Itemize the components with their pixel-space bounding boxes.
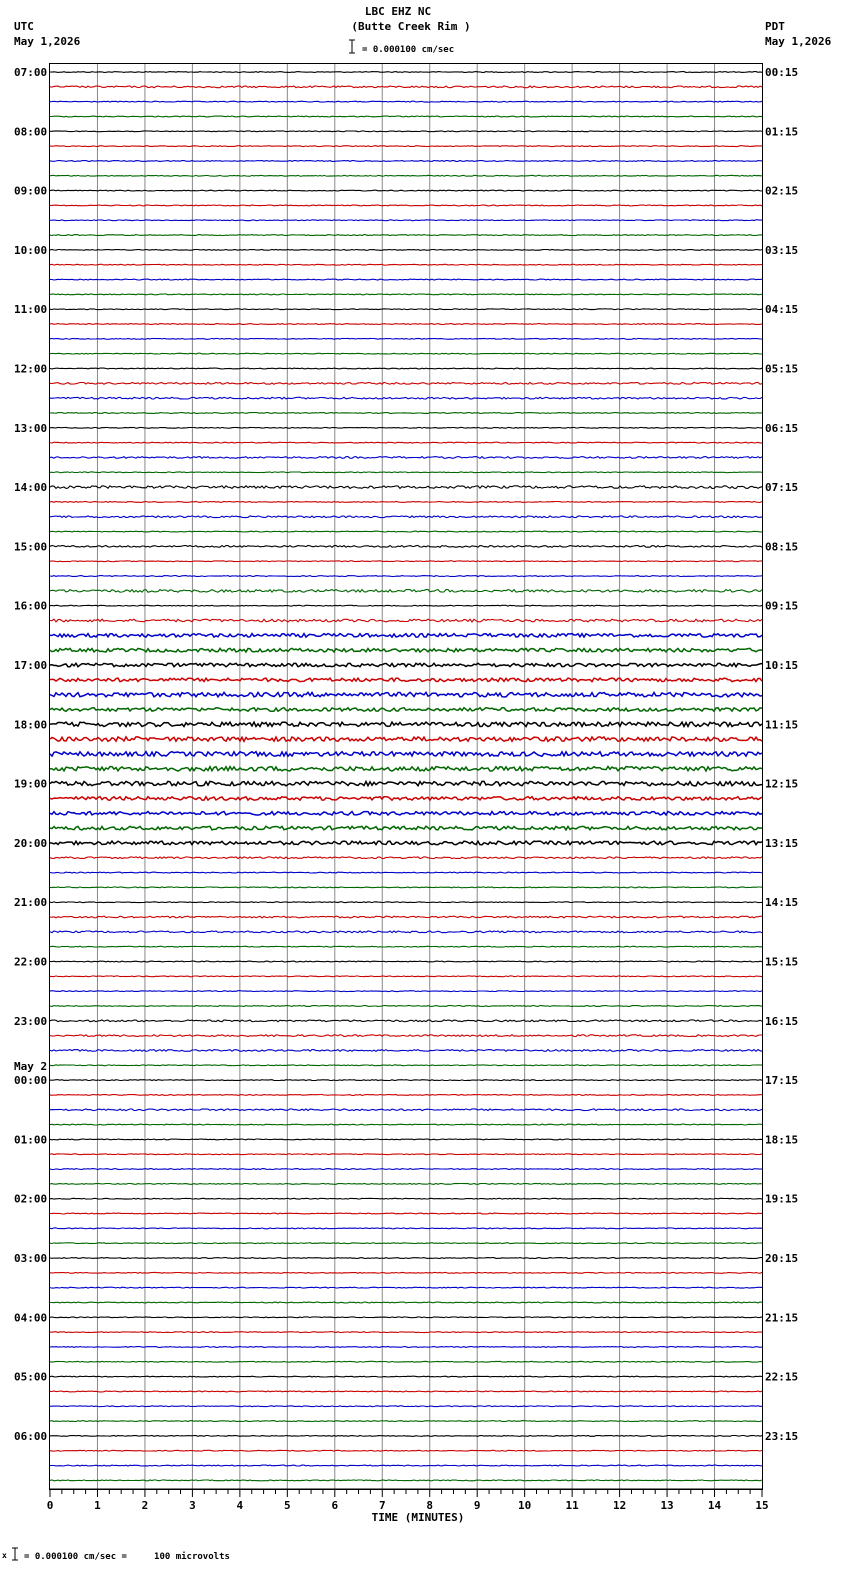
- right-timezone: PDT: [765, 20, 785, 33]
- utc-hour-label: 19:00: [14, 777, 48, 791]
- trace-95: [50, 1480, 762, 1481]
- pdt-hour-label: 23:15: [765, 1429, 799, 1443]
- trace-77: [50, 1213, 762, 1214]
- trace-66: [50, 1050, 762, 1052]
- trace-33: [50, 561, 762, 562]
- trace-93: [50, 1450, 762, 1451]
- utc-hour-label: 22:00: [14, 955, 48, 969]
- trace-47: [50, 767, 762, 772]
- x-tick-label: 5: [284, 1499, 291, 1512]
- trace-90: [50, 1406, 762, 1407]
- pdt-hour-label: 15:15: [765, 955, 799, 969]
- trace-34: [50, 576, 762, 577]
- trace-51: [50, 826, 762, 830]
- pdt-hour-label: 12:15: [765, 777, 799, 791]
- trace-16: [50, 309, 762, 310]
- trace-36: [50, 605, 762, 606]
- trace-58: [50, 931, 762, 933]
- trace-49: [50, 797, 762, 801]
- trace-45: [50, 737, 762, 741]
- pdt-hour-label: 04:15: [765, 303, 799, 317]
- trace-31: [50, 531, 762, 532]
- pdt-hour-label: 07:15: [765, 481, 799, 495]
- pdt-hour-label: 08:15: [765, 540, 799, 554]
- trace-3: [50, 116, 762, 117]
- trace-88: [50, 1376, 762, 1377]
- trace-74: [50, 1169, 762, 1170]
- trace-18: [50, 338, 762, 339]
- trace-48: [50, 781, 762, 785]
- trace-39: [50, 648, 762, 652]
- trace-7: [50, 175, 762, 176]
- trace-2: [50, 101, 762, 102]
- trace-30: [50, 516, 762, 518]
- x-tick-label: 12: [612, 1499, 627, 1512]
- date-change-label: May 2: [14, 1060, 48, 1074]
- x-tick-label: 11: [565, 1499, 579, 1512]
- pdt-hour-label: 11:15: [765, 718, 799, 732]
- pdt-hour-label: 09:15: [765, 599, 799, 613]
- footer-scale-text: = 0.000100 cm/sec = 100 microvolts: [24, 1552, 230, 1562]
- trace-82: [50, 1287, 762, 1288]
- trace-19: [50, 353, 762, 354]
- trace-53: [50, 857, 762, 859]
- plot-frame: [50, 64, 763, 1490]
- utc-hour-label: 13:00: [14, 421, 48, 435]
- footer-scale-bar-icon: [12, 1548, 18, 1560]
- trace-65: [50, 1035, 762, 1037]
- utc-hour-label: 08:00: [14, 125, 48, 139]
- trace-61: [50, 976, 762, 977]
- pdt-hour-label: 21:15: [765, 1311, 799, 1325]
- pdt-hour-label: 17:15: [765, 1074, 799, 1088]
- utc-hour-label: 18:00: [14, 718, 48, 732]
- pdt-hour-label: 20:15: [765, 1252, 799, 1265]
- trace-56: [50, 902, 762, 903]
- trace-43: [50, 708, 762, 712]
- trace-69: [50, 1095, 762, 1096]
- scale-text: = 0.000100 cm/sec: [362, 45, 455, 55]
- pdt-hour-label: 16:15: [765, 1014, 799, 1028]
- utc-hour-label: 03:00: [14, 1252, 48, 1265]
- trace-67: [50, 1065, 762, 1066]
- trace-94: [50, 1465, 762, 1466]
- station-title: LBC EHZ NC: [364, 5, 432, 18]
- trace-71: [50, 1124, 762, 1125]
- trace-1: [50, 86, 762, 88]
- trace-89: [50, 1391, 762, 1392]
- trace-78: [50, 1228, 762, 1229]
- trace-55: [50, 887, 762, 888]
- trace-40: [50, 663, 762, 667]
- trace-87: [50, 1361, 762, 1362]
- trace-85: [50, 1332, 762, 1333]
- pdt-hour-label: 00:15: [765, 66, 799, 79]
- x-tick-label: 15: [755, 1499, 769, 1512]
- utc-hour-label: 07:00: [14, 66, 48, 79]
- trace-62: [50, 991, 762, 992]
- right-date: May 1,2026: [765, 35, 832, 48]
- x-tick-label: 13: [660, 1499, 674, 1512]
- trace-0: [50, 72, 762, 73]
- trace-91: [50, 1421, 762, 1422]
- utc-hour-label: 09:00: [14, 184, 48, 198]
- utc-hour-label: 04:00: [14, 1311, 48, 1325]
- trace-92: [50, 1436, 762, 1437]
- pdt-hour-label: 18:15: [765, 1133, 799, 1147]
- trace-24: [50, 427, 762, 428]
- x-tick-label: 3: [189, 1499, 196, 1512]
- trace-81: [50, 1272, 762, 1273]
- minute-gridlines: [97, 64, 714, 1489]
- x-tick-label: 14: [707, 1499, 722, 1512]
- trace-22: [50, 397, 762, 399]
- trace-86: [50, 1347, 762, 1348]
- scale-bar-icon: [349, 40, 355, 53]
- trace-25: [50, 442, 762, 443]
- utc-hour-label: 02:00: [14, 1192, 48, 1206]
- trace-20: [50, 368, 762, 369]
- trace-23: [50, 413, 762, 414]
- utc-hour-label: 14:00: [14, 481, 48, 495]
- trace-10: [50, 220, 762, 221]
- pdt-hour-label: 03:15: [765, 243, 799, 257]
- x-tick-label: 1: [94, 1499, 101, 1512]
- utc-hour-label: 05:00: [14, 1370, 48, 1384]
- x-axis-title: TIME (MINUTES): [371, 1511, 465, 1524]
- trace-6: [50, 161, 762, 162]
- seismic-traces: [50, 72, 762, 1481]
- pdt-hour-label: 13:15: [765, 836, 799, 850]
- trace-12: [50, 250, 762, 251]
- trace-46: [50, 752, 762, 757]
- trace-21: [50, 382, 762, 384]
- station-location: (Butte Creek Rim ): [351, 20, 471, 33]
- pdt-hour-label: 14:15: [765, 896, 799, 910]
- pdt-hour-label: 02:15: [765, 184, 799, 198]
- trace-15: [50, 294, 762, 295]
- trace-84: [50, 1317, 762, 1318]
- trace-26: [50, 457, 762, 459]
- trace-37: [50, 619, 762, 622]
- trace-32: [50, 546, 762, 548]
- x-tick-label: 8: [426, 1499, 434, 1512]
- trace-54: [50, 872, 762, 873]
- trace-8: [50, 190, 762, 191]
- left-timezone: UTC: [14, 20, 34, 33]
- x-tick-label: 2: [141, 1499, 149, 1512]
- trace-60: [50, 961, 762, 962]
- trace-9: [50, 205, 762, 206]
- trace-57: [50, 916, 762, 918]
- trace-42: [50, 692, 762, 697]
- utc-hour-label: 00:00: [14, 1074, 48, 1088]
- trace-41: [50, 678, 762, 682]
- pdt-hour-label: 10:15: [765, 659, 799, 672]
- trace-64: [50, 1020, 762, 1022]
- trace-5: [50, 146, 762, 147]
- trace-59: [50, 946, 762, 947]
- utc-hour-label: 12:00: [14, 362, 48, 376]
- footer-prefix: x: [2, 1551, 7, 1560]
- utc-hour-label: 15:00: [14, 540, 48, 554]
- trace-4: [50, 131, 762, 132]
- trace-76: [50, 1198, 762, 1199]
- trace-28: [50, 486, 762, 489]
- utc-hour-label: 23:00: [14, 1014, 48, 1028]
- utc-hour-label: 16:00: [14, 599, 48, 613]
- utc-hour-label: 21:00: [14, 896, 48, 910]
- pdt-hour-label: 01:15: [765, 125, 799, 139]
- x-tick-label: 4: [236, 1499, 244, 1512]
- x-tick-label: 7: [378, 1499, 386, 1512]
- trace-80: [50, 1258, 762, 1259]
- trace-27: [50, 472, 762, 473]
- utc-hour-label: 10:00: [14, 243, 48, 257]
- pdt-hour-label: 19:15: [765, 1192, 799, 1206]
- utc-hour-label: 06:00: [14, 1429, 48, 1443]
- x-tick-label: 0: [46, 1499, 54, 1512]
- trace-14: [50, 279, 762, 280]
- left-date: May 1,2026: [14, 35, 81, 48]
- trace-13: [50, 264, 762, 265]
- trace-50: [50, 812, 762, 816]
- trace-29: [50, 502, 762, 503]
- x-tick-label: 10: [518, 1499, 532, 1512]
- utc-hour-label: 17:00: [14, 659, 48, 672]
- trace-75: [50, 1183, 762, 1184]
- utc-hour-label: 20:00: [14, 836, 48, 850]
- pdt-hour-label: 22:15: [765, 1370, 799, 1384]
- trace-52: [50, 841, 762, 845]
- trace-68: [50, 1080, 762, 1081]
- trace-73: [50, 1154, 762, 1155]
- utc-hour-label: 01:00: [14, 1133, 48, 1147]
- x-axis: [47, 1489, 769, 1512]
- trace-83: [50, 1302, 762, 1303]
- trace-72: [50, 1139, 762, 1140]
- trace-11: [50, 235, 762, 236]
- trace-70: [50, 1109, 762, 1111]
- trace-44: [50, 722, 762, 726]
- trace-63: [50, 1006, 762, 1007]
- trace-17: [50, 324, 762, 325]
- x-tick-label: 9: [473, 1499, 481, 1512]
- pdt-hour-label: 05:15: [765, 362, 799, 376]
- trace-79: [50, 1243, 762, 1244]
- trace-35: [50, 590, 762, 593]
- trace-38: [50, 634, 762, 638]
- x-tick-label: 6: [331, 1499, 339, 1512]
- pdt-hour-label: 06:15: [765, 421, 799, 435]
- utc-hour-label: 11:00: [14, 303, 48, 317]
